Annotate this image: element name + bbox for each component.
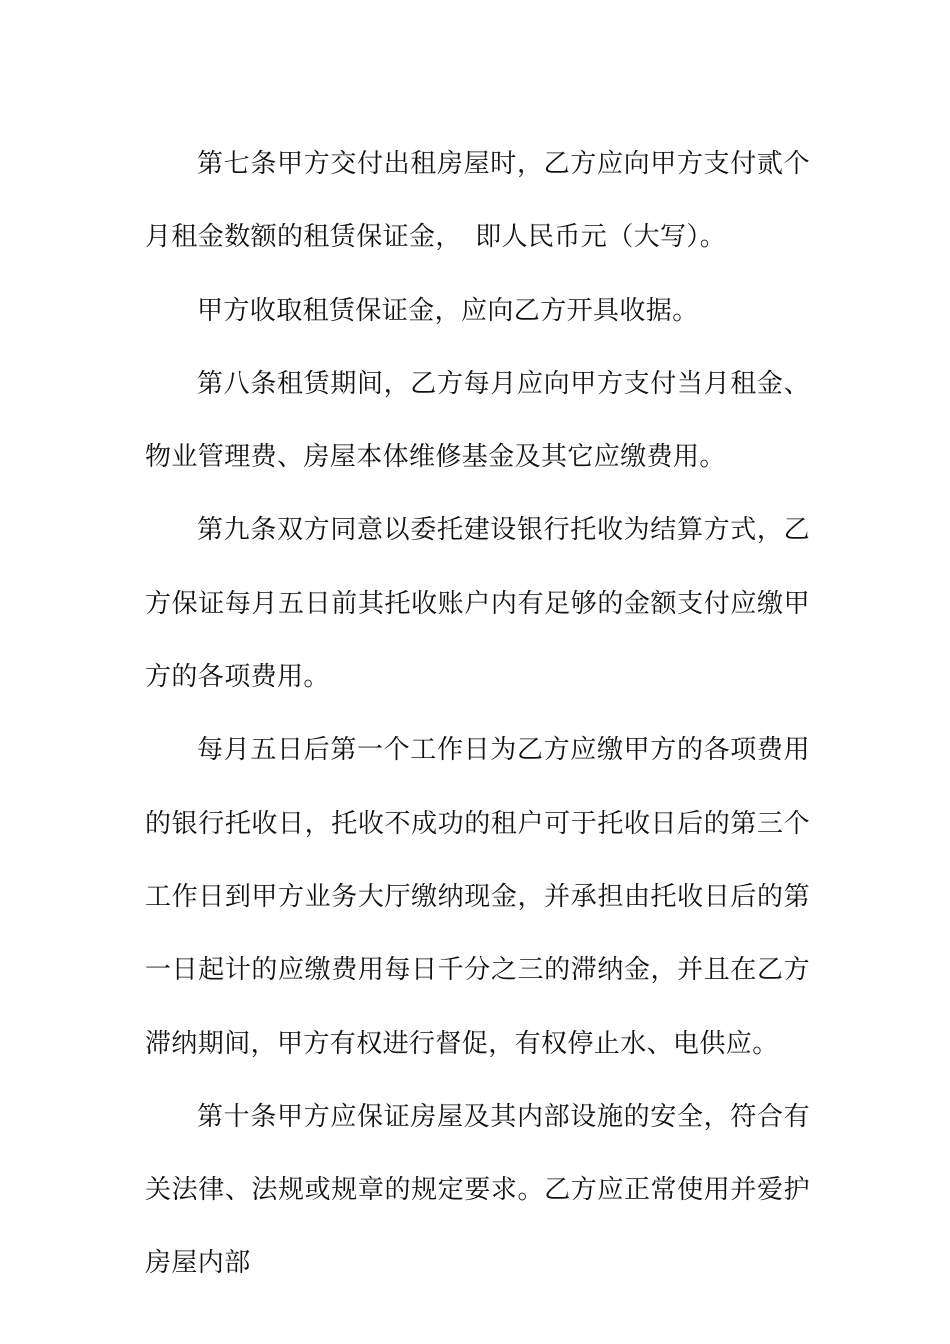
clause-9-bank-collection: 第九条双方同意以委托建设银行托收为结算方式，乙方保证每月五日前其托收账户内有足够的金额支付应缴甲方的各项费用。: [145, 515, 810, 693]
deposit-receipt-paragraph: 甲方收取租赁保证金，应向乙方开具收据。: [197, 295, 699, 326]
clause-8-monthly-fees: 第八条租赁期间，乙方每月应向甲方支付当月租金、物业管理费、房屋本体维修基金及其它应缴费用。: [145, 368, 810, 473]
clause-7-deposit: 第七条甲方交付出租房屋时，乙方应向甲方支付贰个月租金数额的租赁保证金， 即人民币元（大写）。: [145, 149, 810, 253]
contract-body: [145, 128, 810, 1301]
collection-day-late-fee-paragraph: 每月五日后第一个工作日为乙方应缴甲方的各项费用的银行托收日，托收不成功的租户可于托收日后的第三个工作日到甲方业务大厅缴纳现金，并承担由托收日后的第一日起计的应缴费用每日千分之三的滞纳金，并且在乙方滞纳期间，甲方有权进行督促，有权停止水、电供应。: [145, 735, 810, 1059]
clause-10-safety: 第十条甲方应保证房屋及其内部设施的安全，符合有关法律、法规或规章的规定要求。乙方应正常使用并爱护房屋内部: [145, 1101, 810, 1279]
